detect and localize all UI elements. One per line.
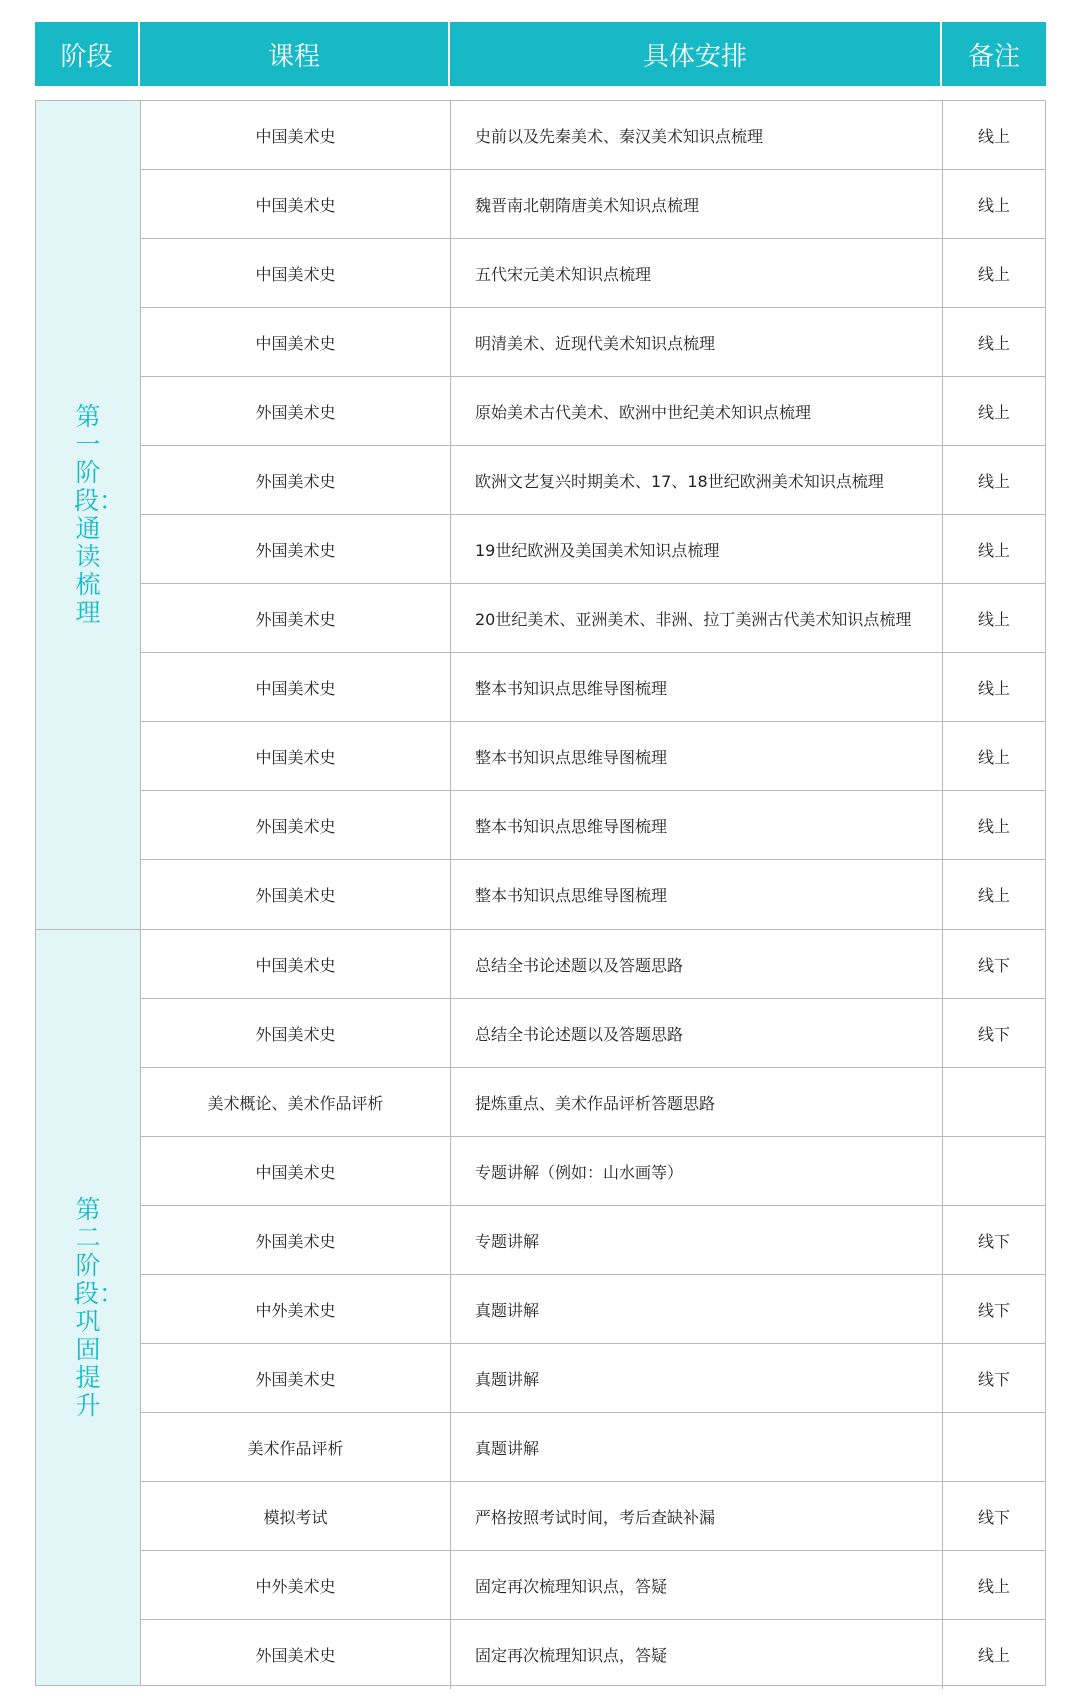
table-row [141, 377, 1045, 446]
detail-cell: 五代宋元美术知识点梳理 [451, 239, 943, 307]
table-row [141, 446, 1045, 515]
course-cell: 中国美术史 [141, 308, 451, 376]
header-course: 课程 [140, 22, 450, 86]
note-cell: 线下 [977, 1231, 1010, 1251]
course-cell: 外国美术史 [141, 1344, 451, 1412]
detail-cell: 固定再次梳理知识点，答疑 [451, 1551, 943, 1619]
note-cell: 线上 [977, 678, 1010, 698]
note-cell: 线上 [977, 471, 1010, 491]
table-header [35, 22, 1046, 86]
detail-cell: 史前以及先秦美术、秦汉美术知识点梳理 [451, 101, 943, 169]
table-row [141, 791, 1045, 860]
note-cell: 线上 [977, 195, 1010, 215]
note-cell [943, 1068, 1045, 1136]
table-row [141, 1413, 1045, 1482]
course-cell: 中国美术史 [141, 239, 451, 307]
course-cell: 中国美术史 [141, 1137, 451, 1205]
table-row [141, 101, 1045, 170]
note-cell: 线下 [977, 1369, 1010, 1389]
course-cell: 外国美术史 [141, 515, 451, 583]
detail-cell: 严格按照考试时间，考后查缺补漏 [451, 1482, 943, 1550]
note-cell: 线下 [977, 1024, 1010, 1044]
course-cell: 中国美术史 [141, 170, 451, 238]
table-row [141, 999, 1045, 1068]
note-cell: 线上 [977, 1576, 1010, 1596]
table-row [141, 1137, 1045, 1206]
table-row [141, 1206, 1045, 1275]
course-cell: 外国美术史 [141, 860, 451, 929]
stage-group-1 [36, 101, 1045, 929]
course-cell: 外国美术史 [141, 1620, 451, 1689]
detail-cell: 整本书知识点思维导图梳理 [451, 791, 943, 859]
course-cell: 外国美术史 [141, 791, 451, 859]
note-cell: 线上 [977, 886, 1010, 905]
header-stage: 阶段 [35, 22, 140, 86]
course-cell: 美术概论、美术作品评析 [141, 1068, 451, 1136]
stage-group-2 [36, 929, 1045, 1685]
detail-cell: 真题讲解 [451, 1344, 943, 1412]
course-cell: 中国美术史 [141, 101, 451, 169]
table-row [141, 308, 1045, 377]
note-cell: 线上 [977, 816, 1010, 836]
detail-cell: 整本书知识点思维导图梳理 [451, 860, 943, 929]
note-cell: 线上 [977, 1646, 1010, 1665]
course-cell: 外国美术史 [141, 446, 451, 514]
detail-cell: 真题讲解 [451, 1275, 943, 1343]
table-row [141, 1275, 1045, 1344]
course-cell: 外国美术史 [141, 377, 451, 445]
note-cell: 线上 [977, 609, 1010, 629]
detail-cell: 19世纪欧洲及美国美术知识点梳理 [451, 515, 943, 583]
detail-cell: 整本书知识点思维导图梳理 [451, 653, 943, 721]
stage-label: 第一阶段：通读梳理 [74, 402, 125, 627]
course-cell: 中外美术史 [141, 1551, 451, 1619]
course-cell: 模拟考试 [141, 1482, 451, 1550]
table-row [141, 584, 1045, 653]
header-note: 备注 [967, 41, 1020, 72]
detail-cell: 整本书知识点思维导图梳理 [451, 722, 943, 790]
table-row [141, 722, 1045, 791]
table-row [141, 1068, 1045, 1137]
stage-cell [36, 101, 141, 929]
detail-cell: 20世纪美术、亚洲美术、非洲、拉丁美洲古代美术知识点梳理 [451, 584, 943, 652]
course-cell: 中国美术史 [141, 930, 451, 998]
note-cell: 线上 [977, 126, 1010, 146]
table-row [141, 1344, 1045, 1413]
course-cell: 中国美术史 [141, 653, 451, 721]
note-cell: 线上 [977, 540, 1010, 560]
note-cell: 线下 [977, 1507, 1010, 1527]
detail-cell: 欧洲文艺复兴时期美术、17、18世纪欧洲美术知识点梳理 [451, 446, 943, 514]
note-cell: 线下 [977, 955, 1010, 975]
table-row [141, 860, 1045, 929]
table-row [141, 1620, 1045, 1689]
stage-rows [141, 930, 1045, 1685]
detail-cell: 真题讲解 [451, 1413, 943, 1481]
table-row [141, 515, 1045, 584]
stage-label: 第二阶段：巩固提升 [74, 1194, 125, 1420]
course-cell: 外国美术史 [141, 1206, 451, 1274]
stage-rows [141, 101, 1045, 929]
note-cell: 线上 [977, 264, 1010, 284]
note-cell: 线上 [977, 333, 1010, 353]
header-detail: 具体安排 [450, 22, 942, 86]
detail-cell: 魏晋南北朝隋唐美术知识点梳理 [451, 170, 943, 238]
detail-cell: 提炼重点、美术作品评析答题思路 [451, 1068, 943, 1136]
detail-cell: 专题讲解（例如：山水画等） [451, 1137, 943, 1205]
schedule-table [35, 100, 1046, 1686]
detail-cell: 原始美术古代美术、欧洲中世纪美术知识点梳理 [451, 377, 943, 445]
detail-cell: 明清美术、近现代美术知识点梳理 [451, 308, 943, 376]
detail-cell: 专题讲解 [451, 1206, 943, 1274]
note-cell: 线上 [977, 747, 1010, 767]
course-cell: 中外美术史 [141, 1275, 451, 1343]
table-row [141, 239, 1045, 308]
note-cell: 线下 [977, 1300, 1010, 1320]
course-cell: 外国美术史 [141, 999, 451, 1067]
detail-cell: 总结全书论述题以及答题思路 [451, 930, 943, 998]
course-cell: 外国美术史 [141, 584, 451, 652]
table-row [141, 1551, 1045, 1620]
table-row [141, 653, 1045, 722]
note-cell [943, 1413, 1045, 1481]
stage-cell [36, 930, 141, 1685]
note-cell: 线上 [977, 402, 1010, 422]
note-cell [943, 1137, 1045, 1205]
table-row [141, 930, 1045, 999]
detail-cell: 总结全书论述题以及答题思路 [451, 999, 943, 1067]
course-cell: 中国美术史 [141, 722, 451, 790]
table-row [141, 170, 1045, 239]
table-row [141, 1482, 1045, 1551]
course-cell: 美术作品评析 [141, 1413, 451, 1481]
detail-cell: 固定再次梳理知识点，答疑 [451, 1620, 943, 1689]
